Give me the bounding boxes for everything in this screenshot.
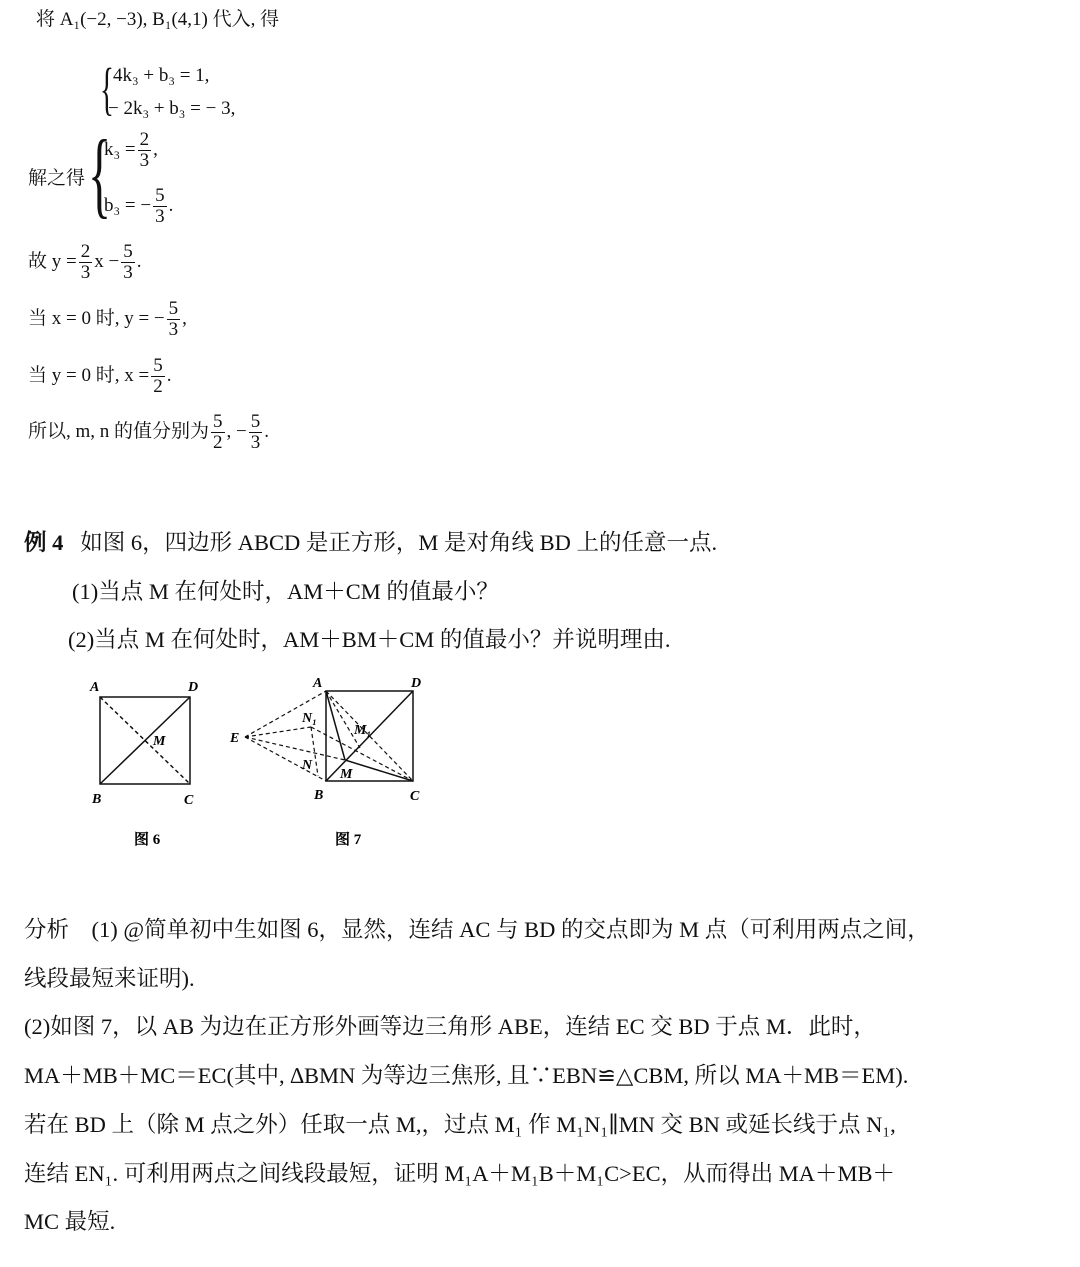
fig6-label-d: D: [188, 680, 199, 695]
fig7-label-c: C: [410, 789, 420, 804]
question-2: (2)当点 M 在何处时，AM＋BM＋CM 的值最小？并说明理由.: [68, 627, 671, 652]
analysis-line: 连结 EN₁. 可利用两点之间线段最短，证明 M₁A＋M₁B＋M₁C>EC，从而得出 MA＋MB＋: [24, 1161, 895, 1186]
fig6-caption: 图 6: [134, 832, 161, 848]
fig6-label-b: B: [92, 792, 102, 807]
fig6-label-a: A: [90, 680, 100, 695]
fig7-label-m: M: [340, 767, 353, 782]
mn-values-line: 所以, m, n 的值分别为 $\frac{5}{2}$ , − $\frac{5}{3}$ .: [28, 411, 269, 453]
equation-2: − 2k₃ + b₃ = − 3,: [108, 98, 236, 119]
equation-1: 4k₃ + b₃ = 1,: [113, 65, 210, 86]
solve-label: 解之得: [28, 168, 86, 189]
analysis-line: 若在 BD 上（除 M 点之外）任取一点 M,，过点 M₁ 作 M₁N₁∥MN 交 BN 或延长线于点 N₁,: [24, 1112, 896, 1137]
line-equation: 故 y = $\frac{2}{3}$ x − $\frac{5}{3}$ .: [28, 241, 142, 283]
fig7-label-d: D: [411, 676, 422, 691]
figure-6: [100, 697, 190, 784]
analysis-line: MA＋MB＋MC＝EC(其中, ∆BMN 为等边三焦形, 且∵EBN≌△CBM, 所以 MA＋MB＝EM).: [24, 1063, 909, 1088]
analysis-line: MC 最短.: [24, 1209, 116, 1234]
analysis-line: 分析 (1) @简单初中生如图 6，显然，连结 AC 与 BD 的交点即为 M 点（可利用两点之间，: [24, 917, 930, 942]
analysis-line: 线段最短来证明).: [24, 966, 195, 991]
fig6-label-c: C: [184, 793, 194, 808]
analysis-line: (2)如图 7，以 AB 为边在正方形外画等边三角形 ABE，连结 EC 交 BD 于点 M．此时，: [24, 1014, 876, 1039]
figure-7: [245, 691, 413, 781]
intro-line: 将 A₁(−2, −3), B₁(4,1) 代入, 得: [36, 9, 280, 30]
fig7-label-m1: M₁: [354, 723, 372, 738]
system-brace: {: [100, 56, 114, 121]
fig7-label-n1: N₁: [302, 711, 317, 726]
k3-solution: k₃ = $\frac{2}{3}$ ,: [104, 129, 158, 171]
fig6-label-m: M: [153, 734, 166, 749]
fig7-label-e: E: [230, 731, 240, 746]
b3-solution: b₃ = − $\frac{5}{3}$ .: [104, 185, 174, 227]
fig7-label-a: A: [313, 676, 323, 691]
solution-brace: {: [88, 120, 112, 227]
fig7-label-n: N: [302, 758, 313, 773]
figures: [0, 670, 460, 860]
x-zero-line: 当 x = 0 时, y = − $\frac{5}{3}$ ,: [28, 298, 187, 340]
example-statement: 例 4 如图 6，四边形 ABCD 是正方形，M 是对角线 BD 上的任意一点.: [24, 530, 718, 555]
question-1: (1)当点 M 在何处时，AM＋CM 的值最小？: [72, 579, 499, 604]
fig7-label-b: B: [314, 788, 324, 803]
fig7-caption: 图 7: [335, 832, 362, 848]
y-zero-line: 当 y = 0 时, x = $\frac{5}{2}$ .: [28, 355, 172, 397]
